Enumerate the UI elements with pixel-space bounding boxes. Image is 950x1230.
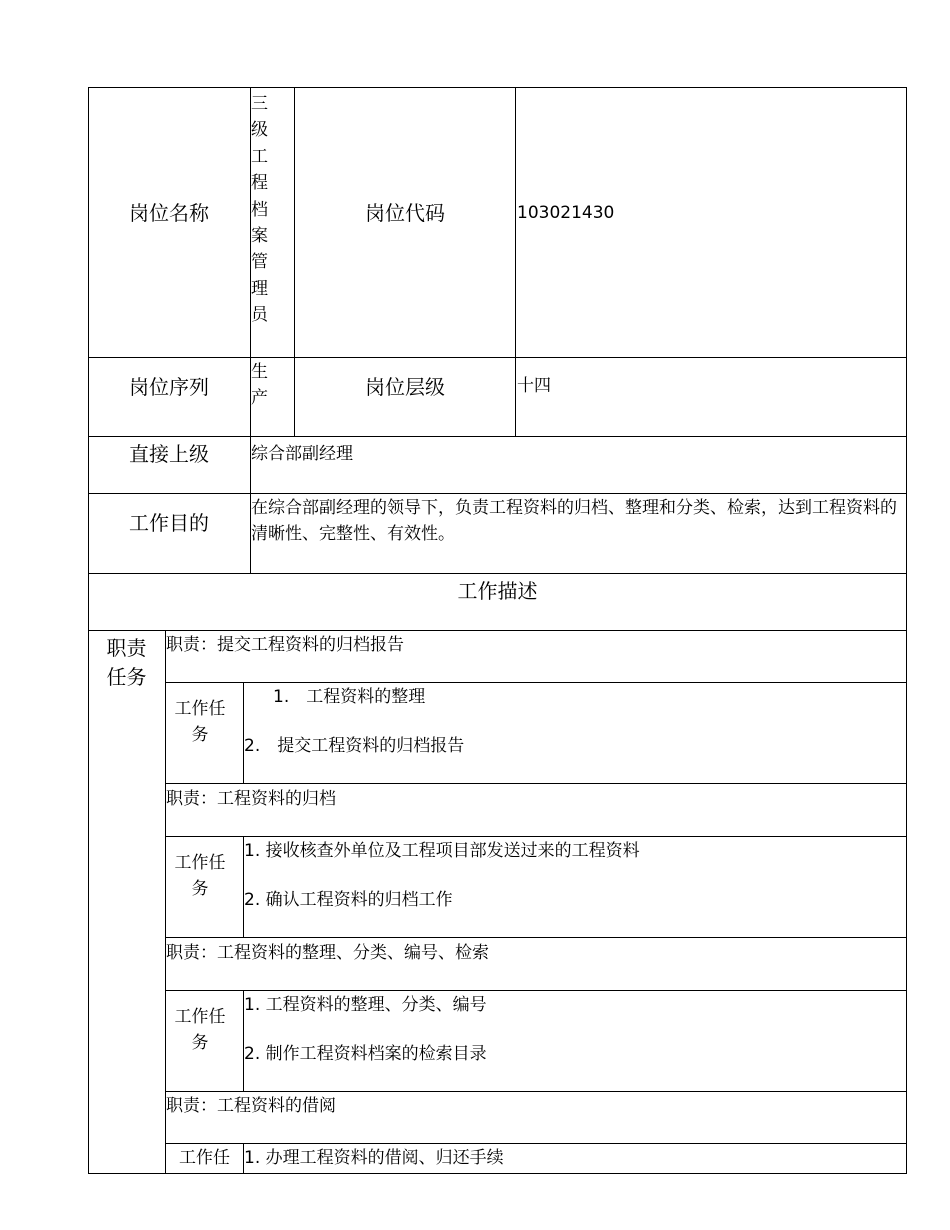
position-level-label: 岗位层级 xyxy=(365,375,445,399)
task-item: 1. 工程资料的整理、分类、编号 xyxy=(244,995,487,1015)
purpose-label: 工作目的 xyxy=(129,511,209,535)
purpose-value: 在综合部副经理的领导下，负责工程资料的归档、整理和分类、检索，达到工程资料的清晰性、完整性、有效性。 xyxy=(251,498,897,544)
task-item: 1. 工程资料的整理 xyxy=(273,687,426,707)
row-divider xyxy=(165,990,907,991)
task-label: 工作任务 xyxy=(174,1007,226,1053)
row-divider xyxy=(88,357,907,358)
task-item: 2. 确认工程资料的归档工作 xyxy=(244,890,453,910)
position-sequence-label: 岗位序列 xyxy=(129,375,209,399)
row-divider xyxy=(165,1091,907,1092)
row-divider xyxy=(165,682,907,683)
task-item: 2. 制作工程资料档案的检索目录 xyxy=(244,1044,487,1064)
row-divider xyxy=(165,783,907,784)
row-divider xyxy=(88,493,907,494)
column-divider xyxy=(515,87,516,436)
task-item: 1. 办理工程资料的借阅、归还手续 xyxy=(244,1148,504,1168)
task-label: 工作任务 xyxy=(174,699,226,745)
duty-title: 职责：工程资料的归档 xyxy=(166,789,336,809)
position-sequence-value: 生产 xyxy=(251,362,268,409)
responsibility-label: 职责 xyxy=(106,636,147,660)
row-divider xyxy=(165,836,907,837)
row-divider xyxy=(88,630,907,631)
task-item: 1. 接收核查外单位及工程项目部发送过来的工程资料 xyxy=(244,841,640,861)
row-divider xyxy=(165,937,907,938)
description-title: 工作描述 xyxy=(457,579,538,603)
task-label: 工作任 xyxy=(179,1148,230,1168)
job-description-form xyxy=(88,87,907,1174)
supervisor-value: 综合部副经理 xyxy=(251,444,353,464)
supervisor-label: 直接上级 xyxy=(129,442,209,466)
duty-title: 职责：提交工程资料的归档报告 xyxy=(166,635,404,655)
table-border-top xyxy=(88,87,907,88)
position-code-value: 103021430 xyxy=(517,203,615,223)
duty-title: 职责：工程资料的借阅 xyxy=(166,1096,336,1116)
row-divider xyxy=(88,436,907,437)
task-label: 工作任务 xyxy=(174,853,226,899)
position-name-value: 三级工程档案管理员 xyxy=(251,94,268,326)
responsibility-label: 任务 xyxy=(106,665,147,689)
task-item: 2. 提交工程资料的归档报告 xyxy=(244,736,465,756)
position-code-label: 岗位代码 xyxy=(365,201,445,225)
row-divider xyxy=(165,1143,907,1144)
position-name-label: 岗位名称 xyxy=(129,201,209,225)
row-divider xyxy=(88,573,907,574)
table-border-bottom xyxy=(88,1173,907,1174)
duty-title: 职责：工程资料的整理、分类、编号、检索 xyxy=(166,943,489,963)
position-level-value: 十四 xyxy=(517,376,551,396)
